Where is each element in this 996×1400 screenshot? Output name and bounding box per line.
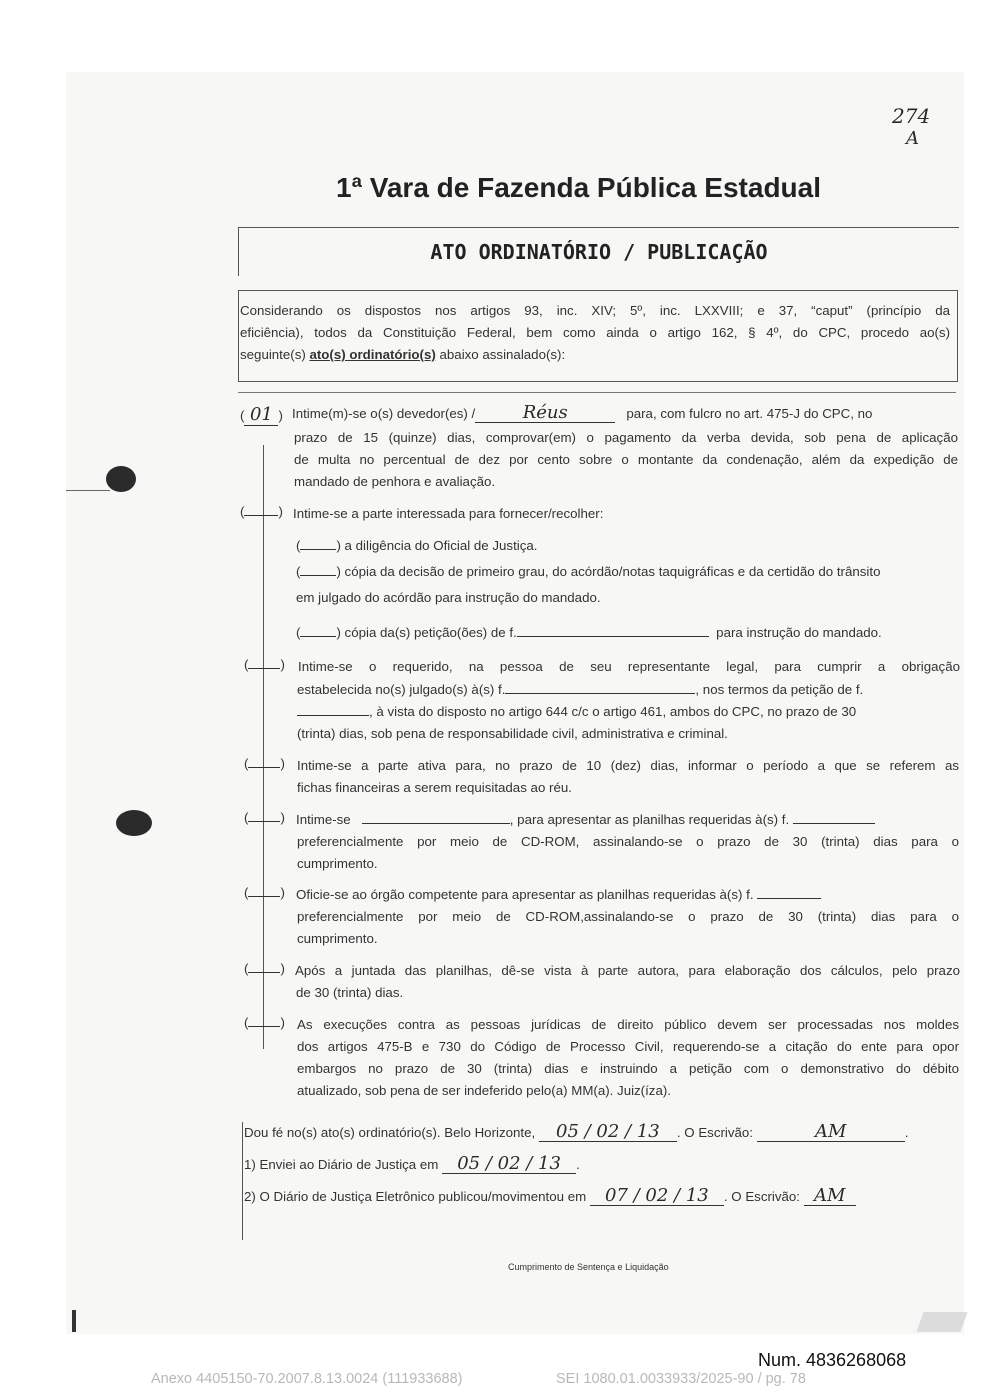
intro-line-2: eficiência), todos da Constituição Federal, bem como ainda o artigo 162, § 4º, do CPC, procedo ao(s) — [240, 325, 950, 340]
dou-fe-date: 05 / 02 / 13 — [539, 1123, 677, 1142]
escrivao-signature-2: AM — [804, 1187, 856, 1206]
item1-line-3: de multa no percentual de dez por cento sobre o montante da condenação, além da expedição de — [294, 452, 958, 467]
item2-sub2: ( ) cópia da decisão de primeiro grau, do acórdão/notas taquigráficas e da certidão do trânsito — [296, 564, 881, 579]
item1-debtor-fill: Réus — [475, 404, 615, 423]
item3-line-4: (trinta) dias, sob pena de responsabilidade civil, administrativa e criminal. — [297, 726, 728, 741]
document-number: Num. 4836268068 — [758, 1350, 907, 1370]
annex-reference: Anexo 4405150-70.2007.8.13.0024 (111933688) — [151, 1371, 463, 1387]
sei-reference: SEI 1080.01.0033933/2025-90 / pg. 78 — [556, 1371, 806, 1387]
item8-line-3: embargos no prazo de 30 (trinta) dias e instruindo a petição com o demonstrativo do débito — [297, 1061, 959, 1076]
handwritten-page-letter: A — [906, 128, 919, 149]
item6-line-1: Oficie-se ao órgão competente para apresentar as planilhas requeridas à(s) f. — [296, 884, 960, 906]
item6-checkbox: ( ) — [244, 885, 285, 900]
punch-hole-mark — [116, 810, 152, 836]
intro-line-3: seguinte(s) ato(s) ordinatório(s) abaixo assinalado(s): — [240, 347, 566, 362]
separator-line — [238, 392, 956, 393]
page-footer-label: Cumprimento de Sentença e Liquidação — [508, 1262, 669, 1272]
item3-checkbox: ( ) — [244, 657, 285, 672]
item8-line-4: atualizado, sob pena de ser indeferido pelo(a) MM(a). Juiz(íza). — [297, 1083, 671, 1098]
item8-line-2: dos artigos 475-B e 730 do Código de Processo Civil, requerendo-se a citação do ente para opor — [297, 1039, 959, 1054]
item4-line-1: Intime-se a parte ativa para, no prazo de 10 (dez) dias, informar o período a que se referem as — [297, 758, 959, 773]
item3-line-1: Intime-se o requerido, na pessoa de seu representante legal, para cumprir a obrigação — [298, 659, 960, 674]
diario-published-line: 2) O Diário de Justiça Eletrônico publicou/movimentou em 07 / 02 / 13 . O Escrivão: AM — [244, 1186, 960, 1208]
item2-checkbox: ( ) — [240, 504, 283, 519]
item5-line-3: cumprimento. — [297, 856, 378, 871]
item2-sub2b: em julgado do acórdão para instrução do mandado. — [296, 590, 601, 605]
item5-checkbox: ( ) — [244, 810, 285, 825]
diario-published-date: 07 / 02 / 13 — [590, 1187, 724, 1206]
item5-line-1: Intime-se , para apresentar as planilhas requeridas à(s) f. — [296, 809, 960, 831]
intro-bold-term: ato(s) ordinatório(s) — [309, 347, 436, 362]
scan-mark — [66, 490, 110, 491]
scan-corner-mark — [916, 1312, 967, 1332]
item5-line-2: preferencialmente por meio de CD-ROM, assinalando-se o prazo de 30 (trinta) dias para o — [297, 834, 959, 849]
item1-line-2: prazo de 15 (quinze) dias, comprovar(em) o pagamento da verba devida, sob pena de aplicação — [294, 430, 958, 445]
document-title: ATO ORDINATÓRIO / PUBLICAÇÃO — [430, 240, 768, 264]
item8-checkbox: ( ) — [244, 1015, 285, 1030]
court-header: 1ª Vara de Fazenda Pública Estadual — [336, 172, 821, 203]
diario-sent-date: 05 / 02 / 13 — [442, 1155, 576, 1174]
item1-checkbox: ( 01 ) — [240, 404, 283, 425]
item2-text: Intime-se a parte interessada para fornecer/recolher: — [293, 506, 604, 521]
intro-line-1: Considerando os dispostos nos artigos 93, inc. XIV; 5º, inc. LXXVIII; e 37, “caput” (princípio da — [240, 303, 950, 318]
item3-line-3: , à vista do disposto no artigo 644 c/c o artigo 461, ambos do CPC, no prazo de 30 — [297, 701, 961, 723]
item7-line-1: Após a juntada das planilhas, dê-se vista à parte autora, para elaboração dos cálculos, pelo prazo — [295, 963, 960, 978]
item6-line-3: cumprimento. — [297, 931, 378, 946]
item8-line-1: As execuções contra as pessoas jurídicas de direito público devem ser processadas nos moldes — [297, 1017, 959, 1032]
item2-sub1: ( ) a diligência do Oficial de Justiça. — [296, 538, 538, 553]
margin-vertical-line — [263, 445, 264, 1049]
footer-margin-line — [242, 1122, 243, 1240]
item2-sub3: ( ) cópia da(s) petição(ões) de f. para instrução do mandado. — [296, 625, 882, 640]
escrivao-signature-1: AM — [757, 1123, 905, 1142]
item1-line-4: mandado de penhora e avaliação. — [294, 474, 496, 489]
punch-hole-mark — [106, 466, 136, 492]
handwritten-page-number: 274 — [892, 104, 931, 128]
item3-line-2: estabelecida no(s) julgado(s) à(s) f. , nos termos da petição de f. — [297, 682, 864, 697]
item7-checkbox: ( ) — [244, 961, 285, 976]
scan-edge-mark — [72, 1310, 76, 1332]
diario-sent-line: 1) Enviei ao Diário de Justiça em 05 / 02 / 13 . — [244, 1153, 580, 1174]
item4-checkbox: ( ) — [244, 756, 285, 771]
item6-line-2: preferencialmente por meio de CD-ROM,assinalando-se o prazo de 30 (trinta) dias para o — [297, 909, 959, 924]
dou-fe-line: Dou fé no(s) ato(s) ordinatório(s). Belo Horizonte, 05 / 02 / 13 . O Escrivão: AM . — [244, 1121, 909, 1142]
item1-line-1: Intime(m)-se o(s) devedor(es) / Réus para, com fulcro no art. 475-J do CPC, no — [292, 402, 873, 423]
item4-line-2: fichas financeiras a serem requisitadas ao réu. — [297, 780, 572, 795]
item7-line-2: de 30 (trinta) dias. — [296, 985, 404, 1000]
